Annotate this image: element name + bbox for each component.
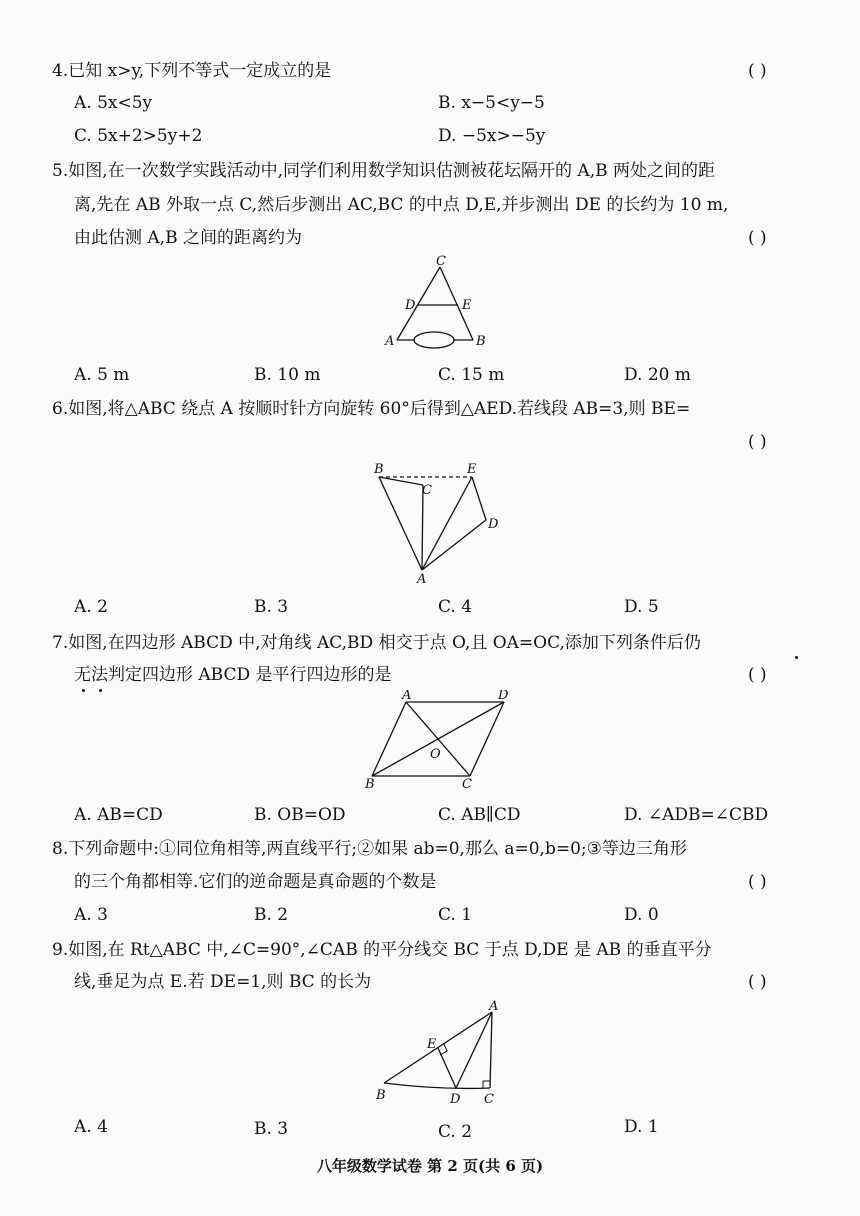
emphasis-dot: [99, 689, 102, 692]
q9-figure: [370, 1000, 510, 1110]
q8-stem-line2: 的三个角都相等.它们的逆命题是真命题的个数是: [74, 872, 437, 892]
q7-option-d: D. ∠ADB=∠CBD: [624, 805, 769, 825]
q6-label-c: C: [422, 483, 432, 498]
emphasis-dot: [795, 656, 798, 659]
q5-flowerbed: [414, 332, 454, 348]
q4-option-b: B. x−5<y−5: [438, 93, 545, 113]
q6-label-b: B: [374, 462, 384, 477]
q7-option-a: A. AB=CD: [74, 805, 163, 825]
q9-label-b: B: [376, 1088, 386, 1103]
q6-option-b: B. 3: [254, 597, 289, 617]
q5-option-d: D. 20 m: [624, 365, 691, 385]
q5-label-c: C: [436, 255, 446, 269]
q7-label-c: C: [462, 777, 472, 790]
q6-option-d: D. 5: [624, 597, 659, 617]
q7-label-d: D: [498, 690, 509, 703]
q7-answer-bracket: ( ): [748, 665, 767, 685]
q5-option-b: B. 10 m: [254, 365, 321, 385]
q8-option-a: A. 3: [74, 905, 108, 925]
q5-stem-line3: 由此估测 A,B 之间的距离约为: [74, 228, 302, 248]
emphasis-dot: [82, 689, 85, 692]
q5-side-ac: [397, 267, 440, 340]
q6-label-d: D: [488, 517, 499, 532]
q8-option-b: B. 2: [254, 905, 289, 925]
q7-figure: [360, 690, 520, 790]
q9-label-e: E: [427, 1037, 437, 1052]
q8-option-d: D. 0: [624, 905, 659, 925]
q6-label-e: E: [467, 462, 477, 477]
q5-option-c: C. 15 m: [438, 365, 505, 385]
q6-stem: 6.如图,将△ABC 绕点 A 按顺时针方向旋转 60°后得到△AED.若线段 AB=3,则 BE=: [52, 399, 691, 419]
q5-label-d: D: [405, 298, 416, 313]
q8-stem-line1: 8.下列命题中:①同位角相等,两直线平行;②如果 ab=0,那么 a=0,b=0;③等边三角形: [52, 839, 687, 859]
q5-stem-line1: 5.如图,在一次数学实践活动中,同学们利用数学知识估测被花坛隔开的 A,B 两处之间的距: [52, 161, 716, 181]
q7-label-b: B: [365, 777, 375, 790]
q7-label-o: O: [430, 747, 441, 762]
q9-option-d: D. 1: [624, 1117, 659, 1137]
q5-stem-line2: 离,先在 AB 外取一点 C,然后步测出 AC,BC 的中点 D,E,并步测出 DE 的长约为 10 m,: [74, 195, 729, 215]
q4-stem: 4.已知 x>y,下列不等式一定成立的是: [52, 61, 332, 81]
q7-label-a: A: [402, 690, 412, 703]
q8-answer-bracket: ( ): [748, 872, 767, 892]
q7-option-b: B. OB=OD: [254, 805, 346, 825]
q4-option-c: C. 5x+2>5y+2: [74, 126, 203, 146]
q9-label-c: C: [484, 1092, 494, 1107]
q5-figure: [375, 255, 505, 355]
q8-option-c: C. 1: [438, 905, 473, 925]
q9-label-a: A: [489, 1000, 499, 1014]
q9-stem-line2: 线,垂足为点 E.若 DE=1,则 BC 的长为: [74, 972, 372, 992]
q6-figure: [365, 455, 515, 590]
q9-answer-bracket: ( ): [748, 972, 767, 992]
q9-stem-line1: 9.如图,在 Rt△ABC 中,∠C=90°,∠CAB 的平分线交 BC 于点 D,DE 是 AB 的垂直平分: [52, 940, 712, 960]
q6-option-a: A. 2: [74, 597, 108, 617]
q9-label-d: D: [450, 1092, 461, 1107]
q6-answer-bracket: ( ): [748, 432, 767, 452]
page-footer: 八年级数学试卷 第 2 页(共 6 页): [316, 1157, 544, 1175]
q6-option-c: C. 4: [438, 597, 473, 617]
q4-option-a: A. 5x<5y: [74, 93, 153, 113]
q6-label-a: A: [417, 572, 427, 587]
q7-stem-line2: 无法判定四边形 ABCD 是平行四边形的是: [74, 665, 392, 685]
q9-option-b: B. 3: [254, 1119, 289, 1139]
q5-option-a: A. 5 m: [74, 365, 130, 385]
q7-stem-line1: 7.如图,在四边形 ABCD 中,对角线 AC,BD 相交于点 O,且 OA=OC,添加下列条件后仍: [52, 633, 701, 653]
q5-label-e: E: [462, 298, 472, 313]
q7-option-c: C. AB∥CD: [438, 805, 521, 825]
q5-label-b: B: [476, 334, 486, 349]
q9-option-c: C. 2: [438, 1122, 473, 1142]
q5-answer-bracket: ( ): [748, 228, 767, 248]
q4-answer-bracket: ( ): [748, 61, 767, 81]
q4-option-d: D. −5x>−5y: [438, 126, 546, 146]
q9-option-a: A. 4: [74, 1117, 108, 1137]
q5-label-a: A: [385, 334, 395, 349]
